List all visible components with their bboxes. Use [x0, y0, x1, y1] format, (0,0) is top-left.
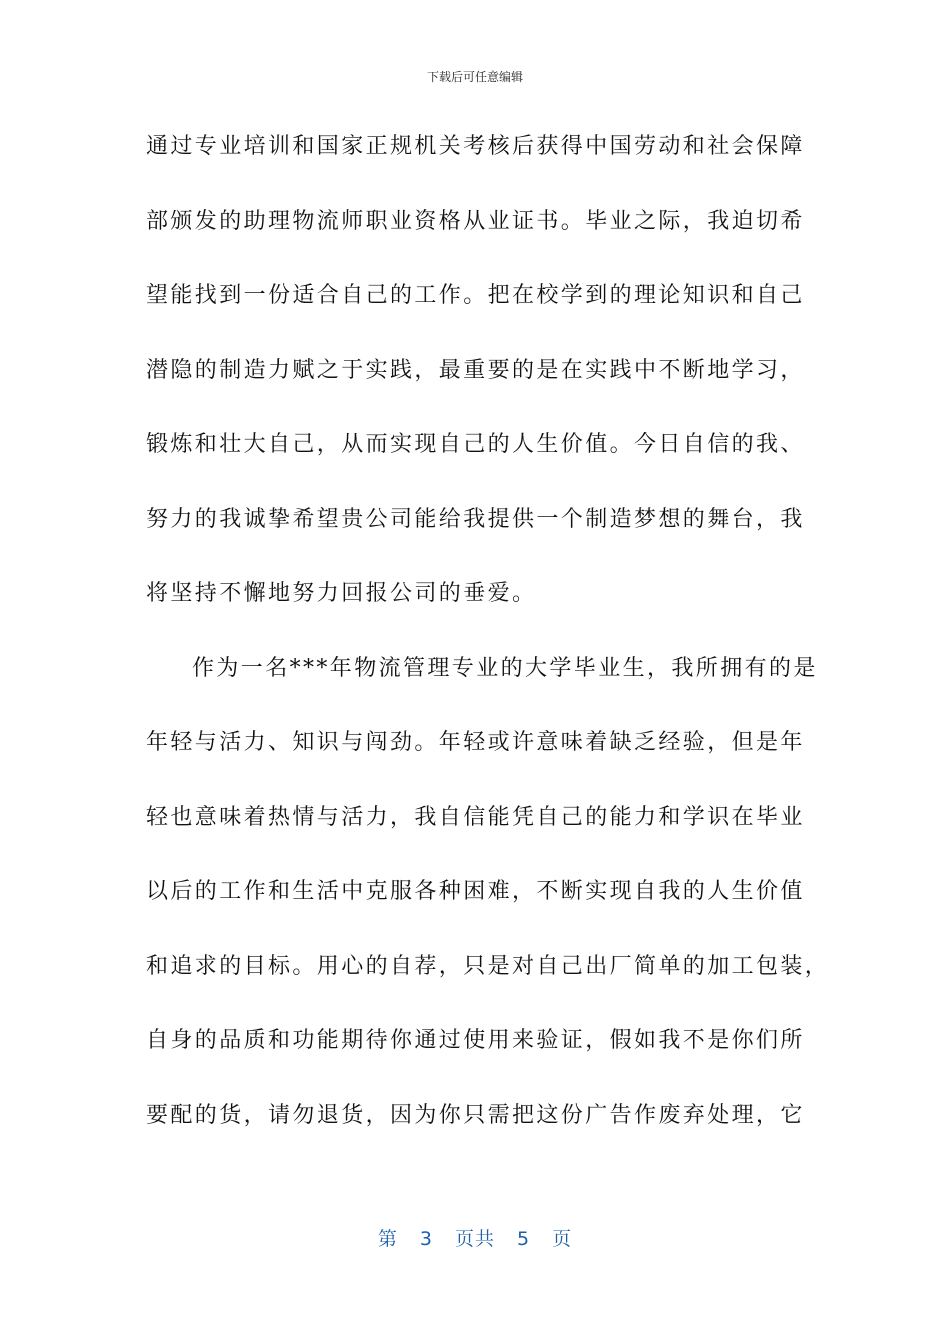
text-line: 年轻与活力、知识与闯劲。年轻或许意味着缺乏经验，但是年: [146, 730, 805, 755]
page-number-footer: [0, 1224, 950, 1251]
paragraph-start-line: 作为一名***年物流管理专业的大学毕业生，我所拥有的是: [192, 655, 818, 681]
text-line: 努力的我诚挚希望贵公司能给我提供一个制造梦想的舞台，我: [146, 506, 805, 532]
page-current: 3: [419, 1228, 433, 1250]
text-line: 和追求的目标。用心的自荐，只是对自己出厂简单的加工包装，: [146, 953, 830, 979]
text-line: 望能找到一份适合自己的工作。把在校学到的理论知识和自己: [146, 283, 805, 308]
page-total: 5: [517, 1228, 531, 1250]
text-line: 通过专业培训和国家正规机关考核后获得中国劳动和社会保障: [146, 134, 805, 159]
header-note: 下载后可任意编辑: [426, 70, 523, 84]
text-line: 潜隐的制造力赋之于实践，最重要的是在实践中不断地学习，: [146, 357, 805, 383]
text-line: 自身的品质和功能期待你通过使用来验证，假如我不是你们所: [146, 1028, 805, 1053]
page-middle: 页共: [454, 1228, 495, 1250]
document-body: [146, 118, 830, 1161]
text-line: 要配的货，请勿退货，因为你只需把这份广告作废弃处理，它: [146, 1102, 805, 1128]
text-line: 部颁发的助理物流师职业资格从业证书。毕业之际，我迫切希: [146, 208, 805, 234]
text-line: 锻炼和壮大自己，从而实现自己的人生价值。今日自信的我、: [146, 432, 805, 457]
text-line: 轻也意味着热情与活力，我自信能凭自己的能力和学识在毕业: [146, 804, 805, 830]
text-line: 将坚持不懈地努力回报公司的垂爱。: [146, 581, 537, 606]
page-suffix: 页: [552, 1228, 573, 1250]
page-prefix: 第: [377, 1228, 398, 1250]
text-line: 以后的工作和生活中克服各种困难，不断实现自我的人生价值: [146, 879, 805, 904]
